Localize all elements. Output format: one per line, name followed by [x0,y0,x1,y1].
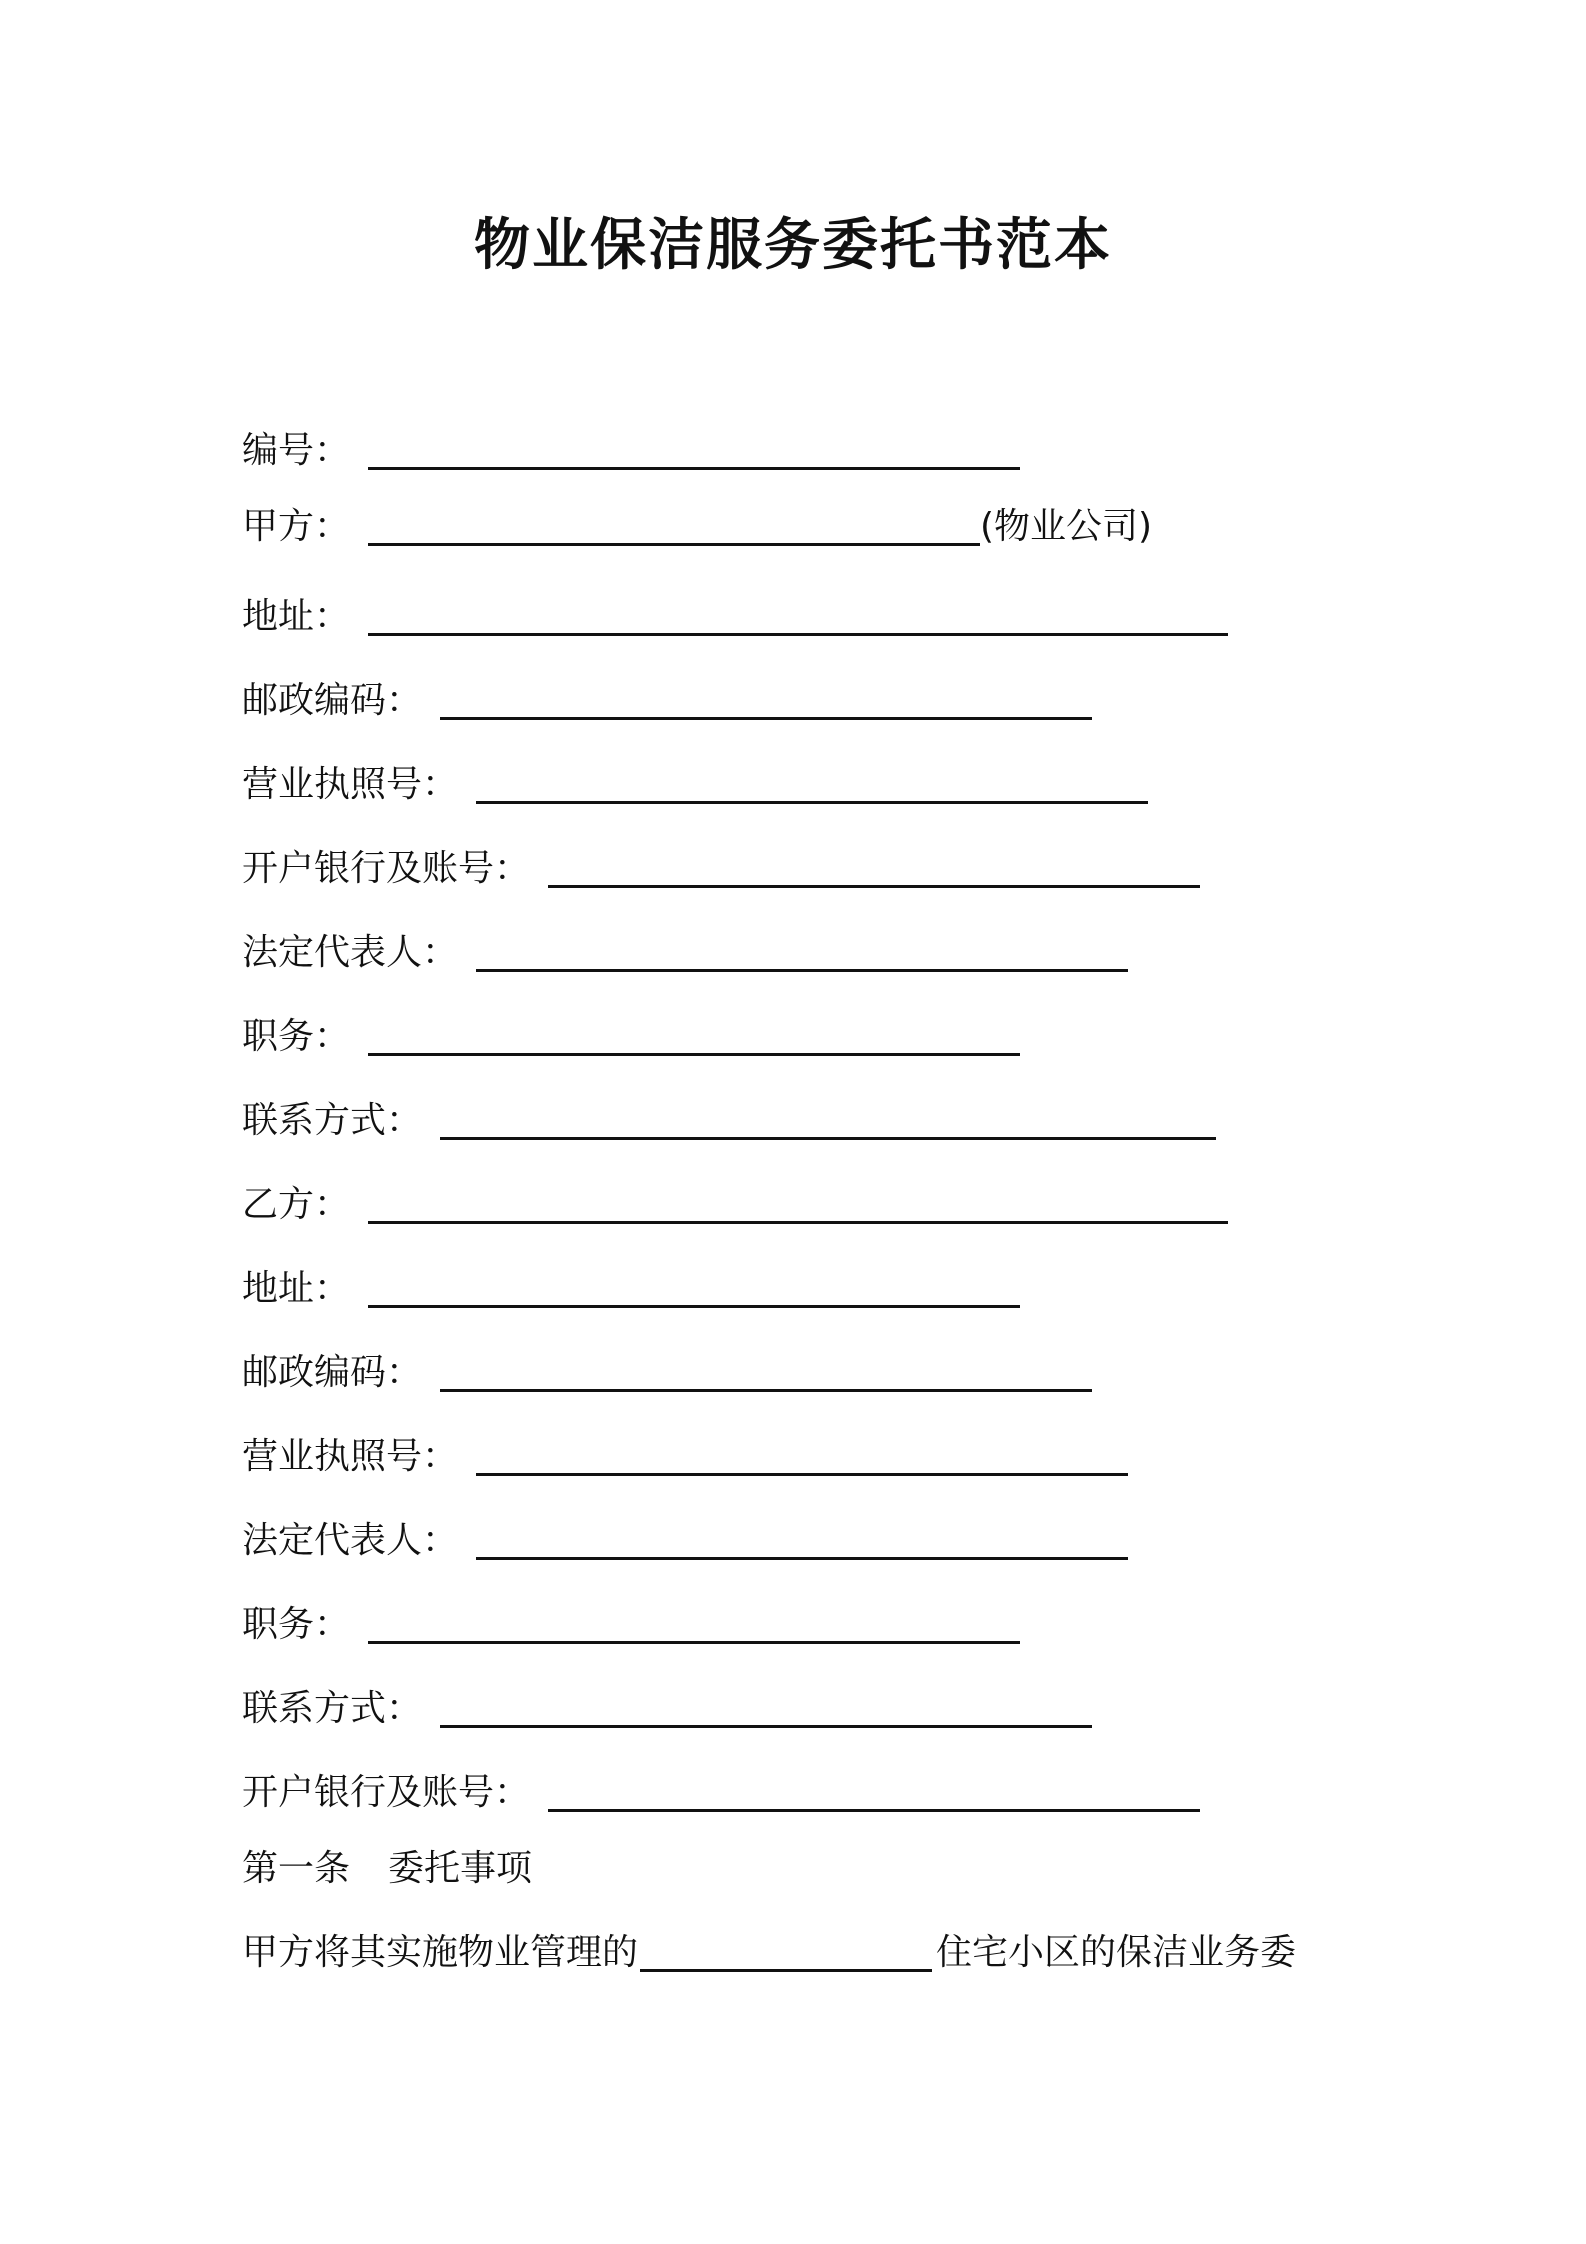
field-row-party-b-postcode [242,1342,1092,1398]
fill-in-blank[interactable] [368,1183,1228,1224]
fill-in-blank[interactable] [548,847,1200,888]
field-row-party-b-address [242,1258,1020,1314]
field-row-serial-number [242,420,1020,476]
field-row-party-a-license [242,754,1148,810]
field-row-party-b-license [242,1426,1128,1482]
fill-in-blank[interactable] [368,1015,1020,1056]
field-suffix: (物业公司) [980,506,1153,547]
field-label: 地址： [242,596,351,637]
paragraph-line [242,1922,1296,1978]
field-label: 法定代表人： [242,1520,459,1561]
field-row-party-b-position [242,1594,1020,1650]
field-label: 营业执照号： [242,764,459,805]
field-label: 开户银行及账号： [242,848,531,889]
fill-in-blank[interactable] [476,1519,1128,1560]
field-label: 编号： [242,430,351,471]
field-label: 邮政编码： [242,1352,423,1393]
fill-in-blank[interactable] [440,679,1092,720]
fill-in-blank[interactable] [476,931,1128,972]
field-row-party-a-contact [242,1090,1216,1146]
fill-in-blank[interactable] [440,1351,1092,1392]
field-label: 乙方： [242,1184,351,1225]
field-label: 营业执照号： [242,1436,459,1477]
field-row-party-a-legal-rep [242,922,1128,978]
field-row-party-b [242,1174,1228,1230]
field-label: 地址： [242,1268,351,1309]
field-label: 联系方式： [242,1100,423,1141]
fill-in-blank[interactable] [640,1931,932,1972]
fill-in-blank[interactable] [476,763,1148,804]
fill-in-blank[interactable] [368,1603,1020,1644]
field-row-party-b-legal-rep [242,1510,1128,1566]
field-label: 法定代表人： [242,932,459,973]
field-label: 联系方式： [242,1688,423,1729]
field-row-party-a-bank [242,838,1200,894]
field-row-party-b-bank [242,1762,1200,1818]
field-label: 甲方： [242,506,351,547]
document-title: 物业保洁服务委托书范本 [474,213,1112,278]
fill-in-blank[interactable] [368,505,980,546]
fill-in-blank[interactable] [368,595,1228,636]
field-row-party-a-position [242,1006,1020,1062]
section-heading [242,1838,532,1894]
field-row-party-a [242,496,1152,552]
field-label: 邮政编码： [242,680,423,721]
fill-in-blank[interactable] [548,1771,1200,1812]
paragraph-text-after: 住宅小区的保洁业务委 [936,1932,1297,1973]
fill-in-blank[interactable] [368,1267,1020,1308]
field-label: 职务： [242,1016,351,1057]
field-row-party-a-postcode [242,670,1092,726]
field-row-party-a-address [242,586,1228,642]
fill-in-blank[interactable] [368,429,1020,470]
fill-in-blank[interactable] [476,1435,1128,1476]
paragraph-text-before: 甲方将其实施物业管理的 [242,1932,639,1973]
field-label: 开户银行及账号： [242,1772,531,1813]
section-number: 第一条 [242,1848,351,1889]
section-title: 委托事项 [388,1848,533,1889]
fill-in-blank[interactable] [440,1099,1216,1140]
fill-in-blank[interactable] [440,1687,1092,1728]
field-label: 职务： [242,1604,351,1645]
field-row-party-b-contact [242,1678,1092,1734]
